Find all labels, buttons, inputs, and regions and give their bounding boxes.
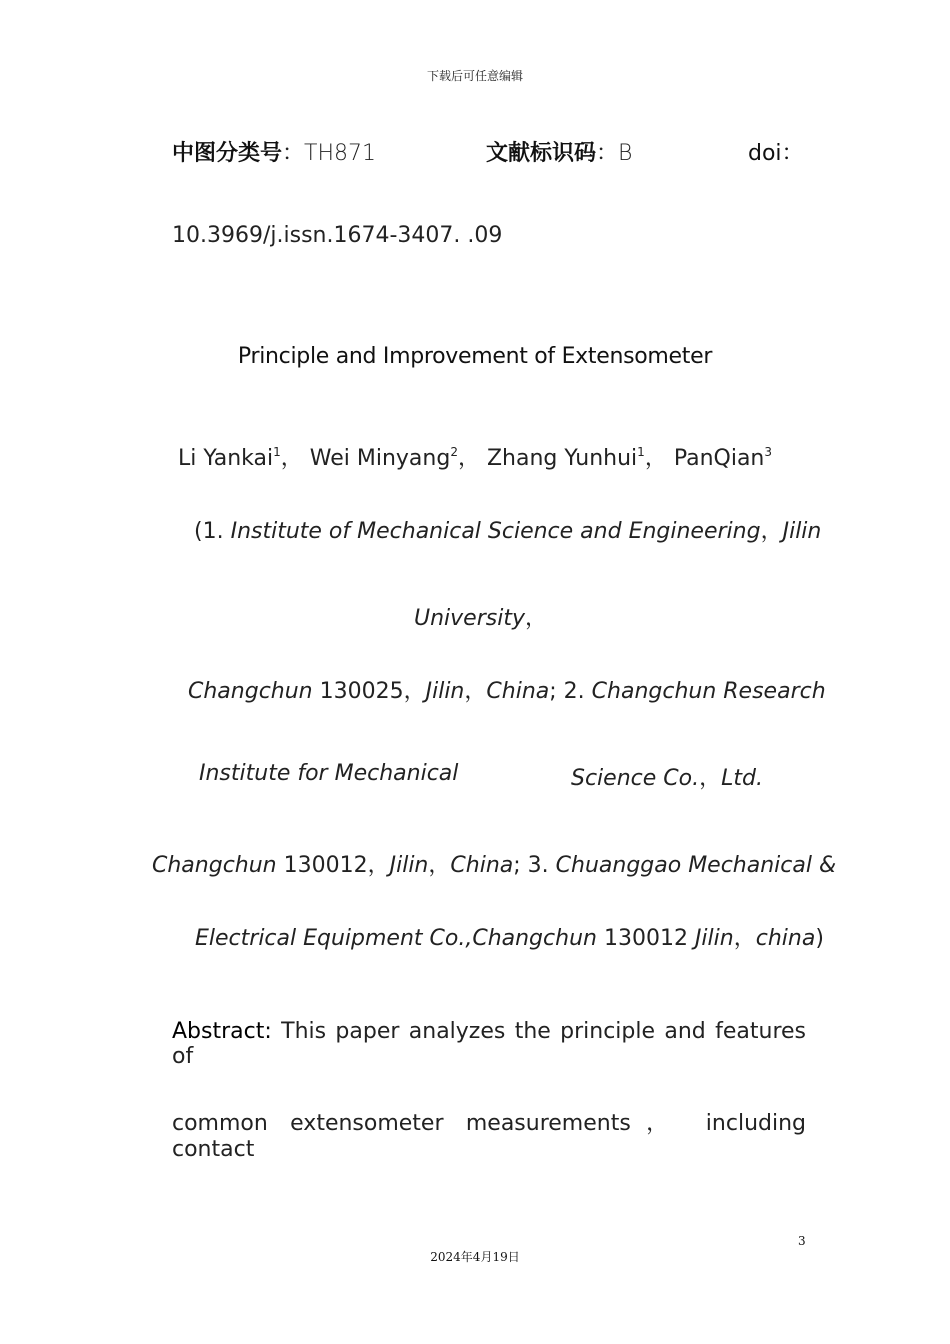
clc-field: 中图分类号：TH871	[172, 141, 377, 166]
clc-value: TH871	[304, 141, 377, 166]
affiliation-line-1: (1. Institute of Mechanical Science and Engineering，Jilin	[194, 519, 822, 544]
clc-label: 中图分类号	[172, 141, 283, 166]
author-affil-mark: 2	[450, 445, 458, 459]
author-name: PanQian	[673, 446, 765, 471]
doi-label: doi	[748, 141, 782, 166]
doc-code-field: 文献标识码：B	[486, 141, 633, 166]
doc-code-value: B	[618, 141, 633, 166]
affiliation-line-2: University，	[414, 606, 547, 631]
author-list: Li Yankai$^1$， Wei Minyang$^2$， Zhang Yunhui$^1$， PanQian$^3$	[177, 445, 773, 471]
abstract-line-1: Abstract: This paper analyzes the principle and features of	[172, 1019, 806, 1069]
author-affil-mark: 3	[764, 445, 773, 459]
abstract-line-2: common extensometer measurements， including contact	[172, 1111, 806, 1162]
paper-title: Principle and Improvement of Extensometer	[237, 344, 713, 369]
affiliation-line-6: Electrical Equipment Co.,Changchun 130012 Jilin，china)	[195, 926, 824, 951]
doi-field: doi：	[748, 141, 804, 166]
author-affil-mark: 1	[637, 445, 645, 459]
author-name: Zhang Yunhui	[486, 446, 638, 471]
affiliation-line-5: Changchun 130012，Jilin，China; 3. Chuanggao Mechanical &	[152, 853, 837, 878]
author-affil-mark: 1	[273, 445, 281, 459]
affiliation-line-4a: Institute for Mechanical	[199, 761, 459, 786]
affiliation-line-3: Changchun 130025，Jilin，China; 2. Changchun Research	[188, 679, 826, 704]
abstract-label: Abstract:	[172, 1019, 272, 1044]
author-name: Wei Minyang	[309, 446, 451, 471]
doi-value: 10.3969/j.issn.1674-3407. .09	[172, 223, 503, 248]
page-number: 3	[798, 1234, 806, 1248]
doc-code-label: 文献标识码	[486, 141, 597, 166]
author-name: Li Yankai	[177, 446, 274, 471]
affiliation-line-4b: Science Co.，Ltd.	[571, 766, 763, 791]
footer-date: 2024年4月19日	[430, 1250, 520, 1264]
page-header: 下载后可任意编辑	[426, 69, 523, 83]
